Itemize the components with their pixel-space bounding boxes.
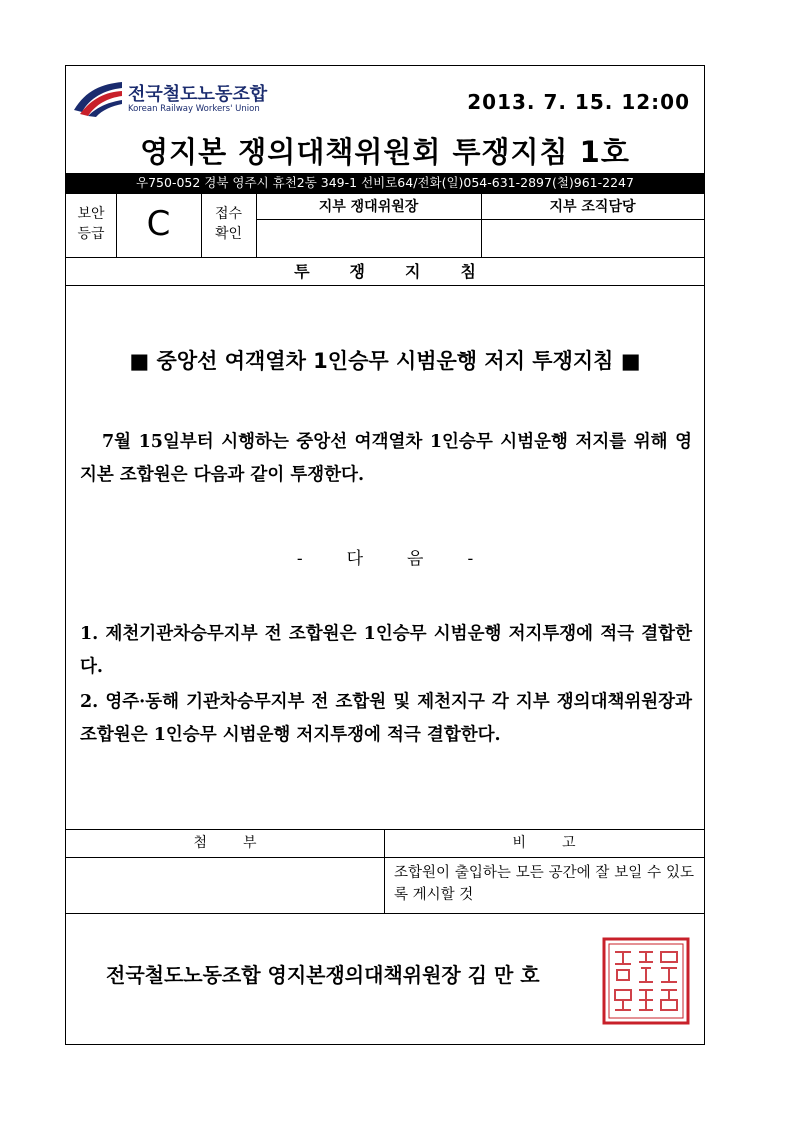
organizer-header: 지부 조직담당 xyxy=(549,199,636,215)
signature-line: 전국철도노동조합 영지본쟁의대책위원장 김 만 호 xyxy=(106,963,540,987)
document-frame xyxy=(65,65,705,1045)
attachment-label: 첨 부 xyxy=(193,835,257,851)
branch-chair-header: 지부 쟁대위원장 xyxy=(318,199,419,215)
document-title: 영지본 쟁의대책위원회 투쟁지침 1호 xyxy=(140,135,630,169)
directive-items xyxy=(80,618,692,754)
security-grade-value: C xyxy=(146,204,171,244)
remark-text: 조합원이 출입하는 모든 공간에 잘 보일 수 있도록 게시할 것 xyxy=(394,865,694,903)
intro-paragraph: 7월 15일부터 시행하는 중앙선 여객열차 1인승무 시범운행 저지를 위해 영지본 조합원은 다음과 같이 투쟁한다. xyxy=(80,432,692,485)
remark-label: 비 고 xyxy=(512,835,576,851)
directive-headline: ■ 중앙선 여객열차 1인승무 시범운행 저지 투쟁지침 ■ xyxy=(129,349,641,373)
document-datetime: 2013. 7. 15. 12:00 xyxy=(467,90,690,114)
security-grade-label: 보안 등급 xyxy=(77,206,105,242)
address-bar: 우750-052 경북 영주시 휴천2동 349-1 선비로64/전화(일)054-631-2897(철)961-2247 xyxy=(66,173,704,193)
branch-chair-signature-box[interactable] xyxy=(256,220,481,257)
railway-logo-icon xyxy=(72,76,124,118)
divider xyxy=(66,285,704,286)
divider xyxy=(66,913,704,914)
official-seal-icon xyxy=(601,936,691,1026)
union-logo xyxy=(72,76,272,120)
section-heading: 투 쟁 지 침 xyxy=(294,262,476,281)
divider xyxy=(66,193,704,194)
directive-item: 1. 제천기관차승무지부 전 조합원은 1인승무 시범운행 저지투쟁에 적극 결합한다. xyxy=(80,624,692,677)
attachment-box xyxy=(66,858,384,913)
logo-subtitle: Korean Railway Workers' Union xyxy=(128,104,260,114)
logo-title: 전국철도노동조합 xyxy=(128,84,268,105)
directive-item: 2. 영주·동해 기관차승무지부 전 조합원 및 제천지구 각 지부 쟁의대책위원장과 조합원은 1인승무 시범운행 저지투쟁에 적극 결합한다. xyxy=(80,692,692,745)
organizer-signature-box[interactable] xyxy=(481,220,704,257)
receipt-confirm-label: 접수 확인 xyxy=(214,206,243,242)
divider xyxy=(66,257,704,258)
next-heading: - 다 음 - xyxy=(296,549,474,569)
